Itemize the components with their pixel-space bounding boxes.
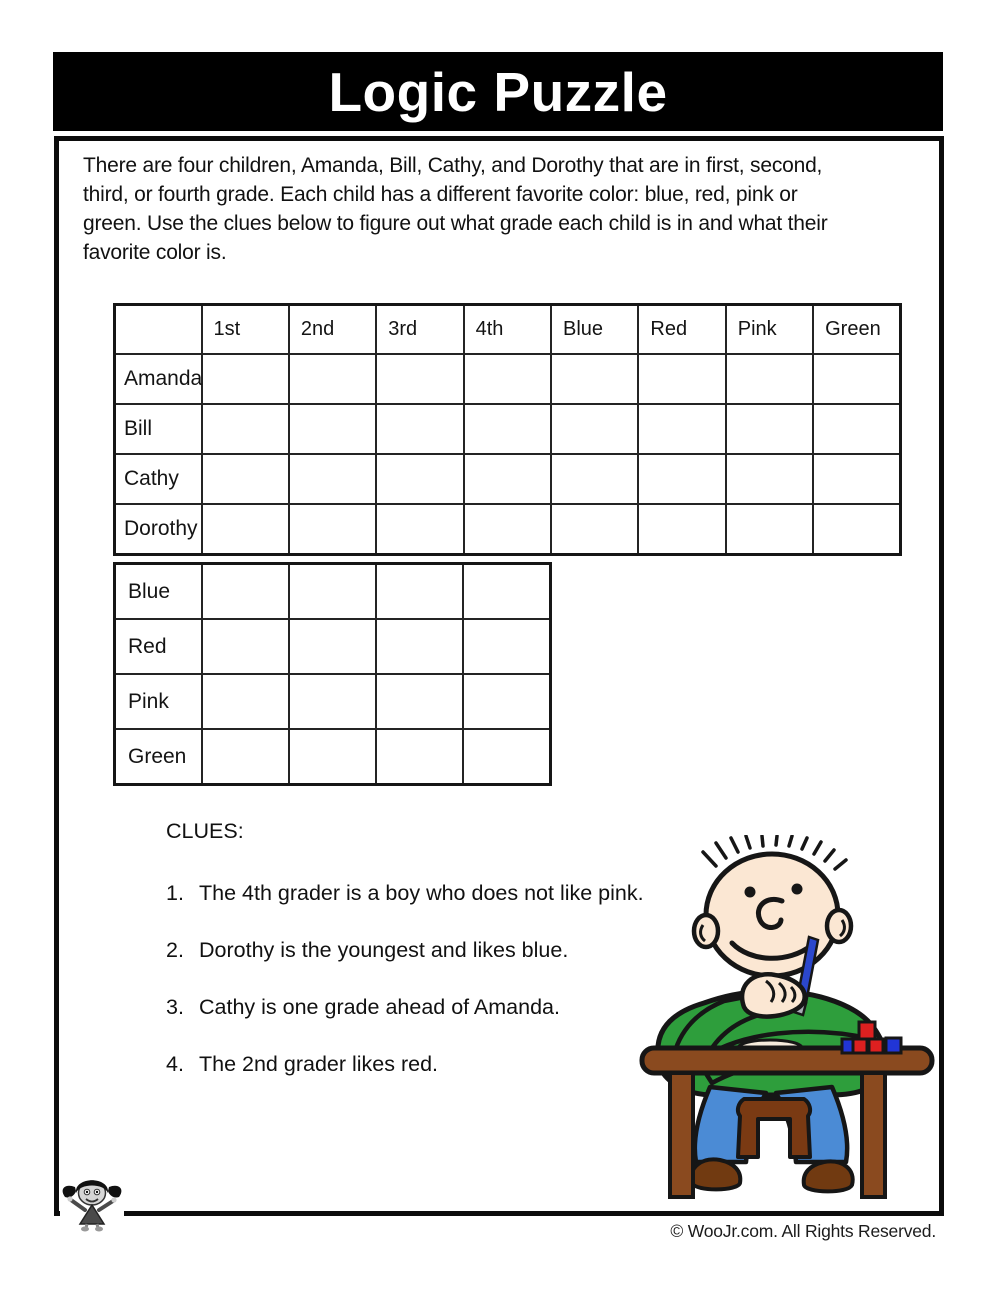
grid-cell[interactable] (813, 354, 900, 404)
row-label-green: Green (115, 729, 202, 785)
column-header-pink: Pink (726, 305, 813, 355)
clue-number: 4. (166, 1052, 184, 1076)
column-header-4th: 4th (464, 305, 551, 355)
stool (738, 1099, 810, 1157)
grid-cell[interactable] (551, 504, 638, 555)
boy-eye-left (745, 887, 756, 898)
clue-item-2 (166, 937, 644, 963)
clue-text: The 2nd grader likes red. (199, 1052, 439, 1076)
grid-cell[interactable] (463, 729, 550, 785)
grid-cell[interactable] (289, 454, 376, 504)
grid-cell[interactable] (726, 504, 813, 555)
grid-row-bill (115, 404, 901, 454)
grid-cell[interactable] (464, 454, 551, 504)
grid-row-amanda (115, 354, 901, 404)
grid-cell[interactable] (551, 354, 638, 404)
grid-cell[interactable] (202, 404, 289, 454)
column-header-1st: 1st (202, 305, 289, 355)
row-label-pink: Pink (115, 674, 202, 729)
row-label-amanda: Amanda (115, 354, 202, 404)
grid-cell[interactable] (638, 354, 725, 404)
row-label-cathy: Cathy (115, 454, 202, 504)
grid-cell[interactable] (726, 404, 813, 454)
grid-row-dorothy (115, 504, 901, 555)
column-header-blue: Blue (551, 305, 638, 355)
grid-header-row (115, 305, 901, 355)
row-label-bill: Bill (115, 404, 202, 454)
desk-leg-right (862, 1073, 885, 1197)
grid-cell[interactable] (813, 504, 900, 555)
block-red (859, 1022, 875, 1039)
grid-cell[interactable] (813, 404, 900, 454)
grid-cell[interactable] (638, 504, 725, 555)
grid-cell[interactable] (638, 454, 725, 504)
grid-cell[interactable] (376, 504, 463, 555)
row-label-red: Red (115, 619, 202, 674)
page-title: Logic Puzzle (328, 60, 668, 123)
grid-cell[interactable] (376, 354, 463, 404)
grid-cell[interactable] (376, 619, 463, 674)
grid-cell[interactable] (551, 454, 638, 504)
clue-number: 2. (166, 938, 184, 962)
grid-corner-cell (115, 305, 202, 355)
column-header-2nd: 2nd (289, 305, 376, 355)
intro-line: third, or fourth grade. Each child has a different favorite color: blue, red, pink or (83, 183, 798, 206)
boy-eye-right (792, 884, 803, 895)
block-red (853, 1039, 867, 1053)
clue-text: Cathy is one grade ahead of Amanda. (199, 995, 560, 1019)
clue-item-3 (166, 994, 644, 1020)
logic-grid-colors-table (113, 562, 552, 786)
grid-cell[interactable] (202, 564, 289, 620)
intro-line: favorite color is. (83, 241, 227, 264)
grid-cell[interactable] (202, 454, 289, 504)
clue-text: The 4th grader is a boy who does not like pink. (199, 881, 644, 905)
woojr-mascot-icon (60, 1170, 124, 1232)
grid-cell[interactable] (464, 404, 551, 454)
grid-cell[interactable] (638, 404, 725, 454)
logic-grid-names-table (113, 303, 902, 556)
clue-text: Dorothy is the youngest and likes blue. (199, 938, 569, 962)
grid-cell[interactable] (726, 354, 813, 404)
grid-row-pink (115, 674, 551, 729)
grid-cell[interactable] (376, 674, 463, 729)
row-label-blue: Blue (115, 564, 202, 620)
grid-row-blue (115, 564, 551, 620)
grid-cell[interactable] (376, 564, 463, 620)
grid-cell[interactable] (289, 729, 376, 785)
grid-cell[interactable] (202, 729, 289, 785)
column-header-red: Red (638, 305, 725, 355)
grid-cell[interactable] (289, 504, 376, 555)
grid-cell[interactable] (463, 619, 550, 674)
clue-item-1 (166, 880, 644, 906)
grid-cell[interactable] (376, 729, 463, 785)
column-header-green: Green (813, 305, 900, 355)
grid-row-green (115, 729, 551, 785)
grid-cell[interactable] (463, 674, 550, 729)
boy-ear-right (827, 910, 851, 942)
column-header-3rd: 3rd (376, 305, 463, 355)
boy-at-desk-illustration (620, 835, 950, 1205)
grid-cell[interactable] (289, 354, 376, 404)
boy-shoe-left (691, 1159, 740, 1189)
grid-row-cathy (115, 454, 901, 504)
grid-cell[interactable] (289, 674, 376, 729)
grid-cell[interactable] (376, 454, 463, 504)
block-red (869, 1039, 883, 1053)
clue-number: 1. (166, 881, 184, 905)
grid-cell[interactable] (464, 354, 551, 404)
intro-paragraph (83, 151, 828, 267)
grid-cell[interactable] (376, 404, 463, 454)
title-banner (53, 52, 943, 131)
intro-line: There are four children, Amanda, Bill, Cathy, and Dorothy that are in first, second, (83, 154, 823, 177)
grid-cell[interactable] (289, 619, 376, 674)
grid-cell[interactable] (813, 454, 900, 504)
grid-cell[interactable] (289, 564, 376, 620)
mascot-girl-figure (60, 1170, 124, 1232)
grid-cell[interactable] (464, 504, 551, 555)
intro-line: green. Use the clues below to figure out what grade each child is in and what their (83, 212, 828, 235)
clues-heading: CLUES: (166, 819, 244, 843)
block-blue (886, 1038, 901, 1053)
clue-number: 3. (166, 995, 184, 1019)
boy-shoe-right (804, 1161, 853, 1191)
desk-leg-left (670, 1073, 693, 1197)
grid-cell[interactable] (202, 674, 289, 729)
grid-row-red (115, 619, 551, 674)
boy-ear-left (694, 915, 718, 947)
grid-cell[interactable] (463, 564, 550, 620)
grid-cell[interactable] (202, 354, 289, 404)
clue-item-4 (166, 1051, 644, 1077)
copyright-text: © WooJr.com. All Rights Reserved. (670, 1221, 936, 1241)
row-label-dorothy: Dorothy (115, 504, 202, 555)
grid-cell[interactable] (202, 504, 289, 555)
clues-section (166, 818, 644, 1108)
grid-cell[interactable] (551, 404, 638, 454)
grid-cell[interactable] (726, 454, 813, 504)
grid-cell[interactable] (289, 404, 376, 454)
grid-cell[interactable] (202, 619, 289, 674)
